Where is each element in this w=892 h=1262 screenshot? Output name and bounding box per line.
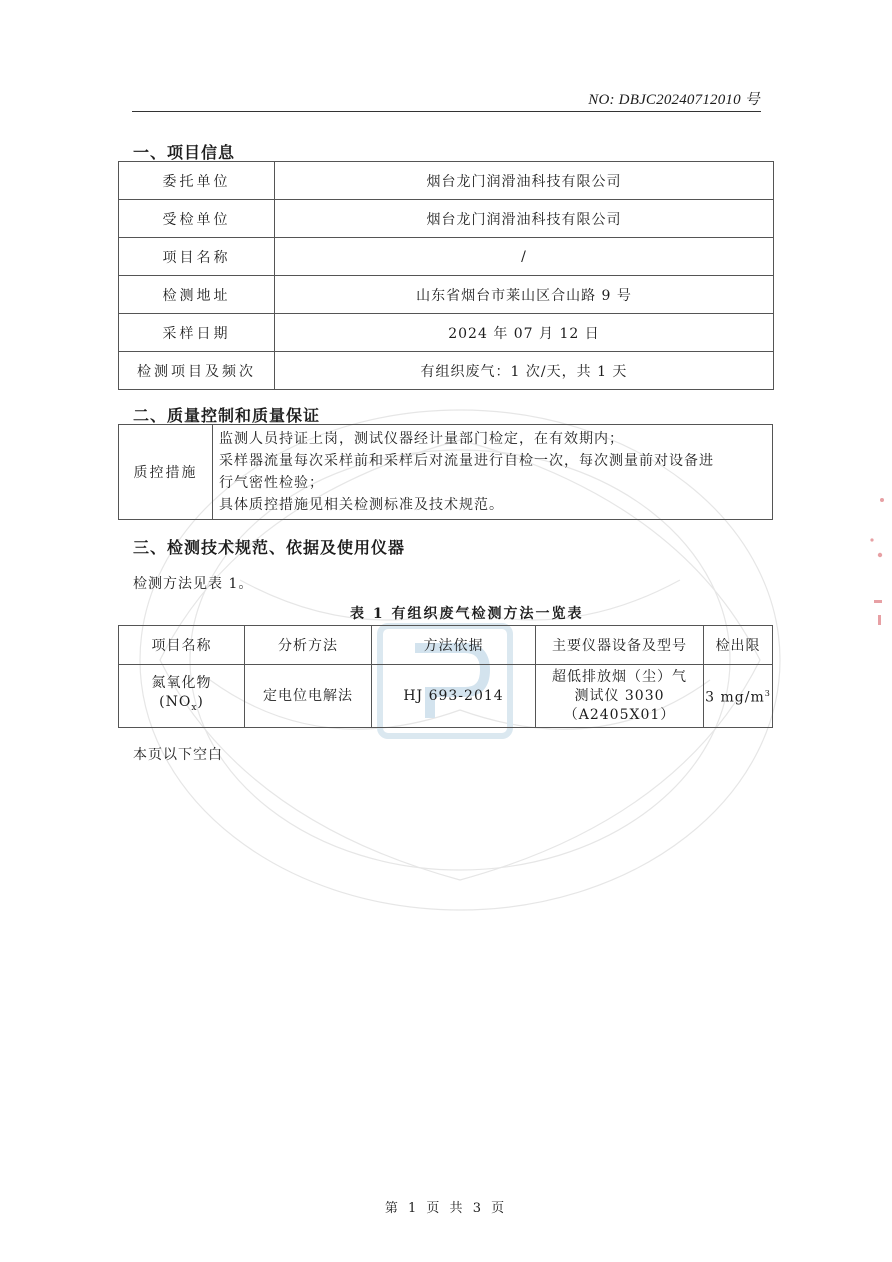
methods-table (118, 625, 773, 728)
instrument-line: （A2405X01） (563, 706, 676, 723)
table-row (119, 314, 774, 352)
header-instrument: 主要仪器设备及型号 (536, 626, 704, 665)
section-project-info-title: 一、项目信息 (133, 143, 236, 162)
section-quality-title: 二、质量控制和质量保证 (133, 406, 321, 425)
info-value: / (275, 238, 774, 276)
cell-limit: 3 $mg/m^3$ (704, 665, 773, 728)
info-label: 采样日期 (119, 314, 275, 352)
quality-control-label: 质控措施 (119, 425, 213, 520)
info-label: 检测地址 (119, 276, 275, 314)
instrument-line: 测试仪 3030 (574, 687, 665, 704)
quality-control-text (213, 425, 773, 520)
page-footer: 第 1 页 共 3 页 (384, 1201, 508, 1216)
info-value: 烟台龙门润滑油科技有限公司 (275, 200, 774, 238)
info-label: 检测项目及频次 (119, 352, 275, 390)
methods-intro: 检测方法见表 1。 (133, 576, 254, 592)
info-label: 委托单位 (119, 162, 275, 200)
table-row (119, 665, 773, 728)
info-value: 烟台龙门润滑油科技有限公司 (275, 162, 774, 200)
header-basis: 方法依据 (372, 626, 536, 665)
info-label: 受检单位 (119, 200, 275, 238)
table-caption: 表 1 有组织废气检测方法一览表 (350, 606, 584, 622)
project-info-table (118, 161, 774, 390)
header-method: 分析方法 (245, 626, 372, 665)
qc-line: 采样器流量每次采样前和采样后对流量进行自检一次，每次测量前对设备进 (219, 453, 714, 469)
info-value: 有组织废气：1 次/天，共 1 天 (275, 352, 774, 390)
quality-control-table (118, 424, 773, 520)
item-name: 氮氧化物 (151, 675, 212, 692)
table-row (119, 352, 774, 390)
header-rule (132, 111, 761, 112)
cell-item (119, 665, 245, 728)
cell-method: 定电位电解法 (245, 665, 372, 728)
info-value: 2024 年 07 月 12 日 (275, 314, 774, 352)
blank-note: 本页以下空白 (133, 747, 223, 763)
info-label: 项目名称 (119, 238, 275, 276)
document-number: NO: DBJC20240712010 号 (588, 92, 760, 108)
section-methods-title: 三、检测技术规范、依据及使用仪器 (133, 538, 406, 557)
header-item: 项目名称 (119, 626, 245, 665)
header-limit: 检出限 (704, 626, 773, 665)
cell-instrument (536, 665, 704, 728)
table-row (119, 276, 774, 314)
item-formula: $(NO_x)$ (159, 694, 204, 713)
qc-line: 行气密性检验； (219, 475, 324, 491)
qc-line: 具体质控措施见相关检测标准及技术规范。 (219, 497, 504, 513)
table-row (119, 162, 774, 200)
table-row (119, 200, 774, 238)
table-row (119, 238, 774, 276)
cell-basis: HJ 693-2014 (372, 665, 536, 728)
info-value: 山东省烟台市莱山区合山路 9 号 (275, 276, 774, 314)
instrument-line: 超低排放烟（尘）气 (552, 668, 687, 685)
seal-stamp-edge (860, 480, 890, 660)
qc-line: 监测人员持证上岗，测试仪器经计量部门检定，在有效期内； (219, 431, 624, 447)
